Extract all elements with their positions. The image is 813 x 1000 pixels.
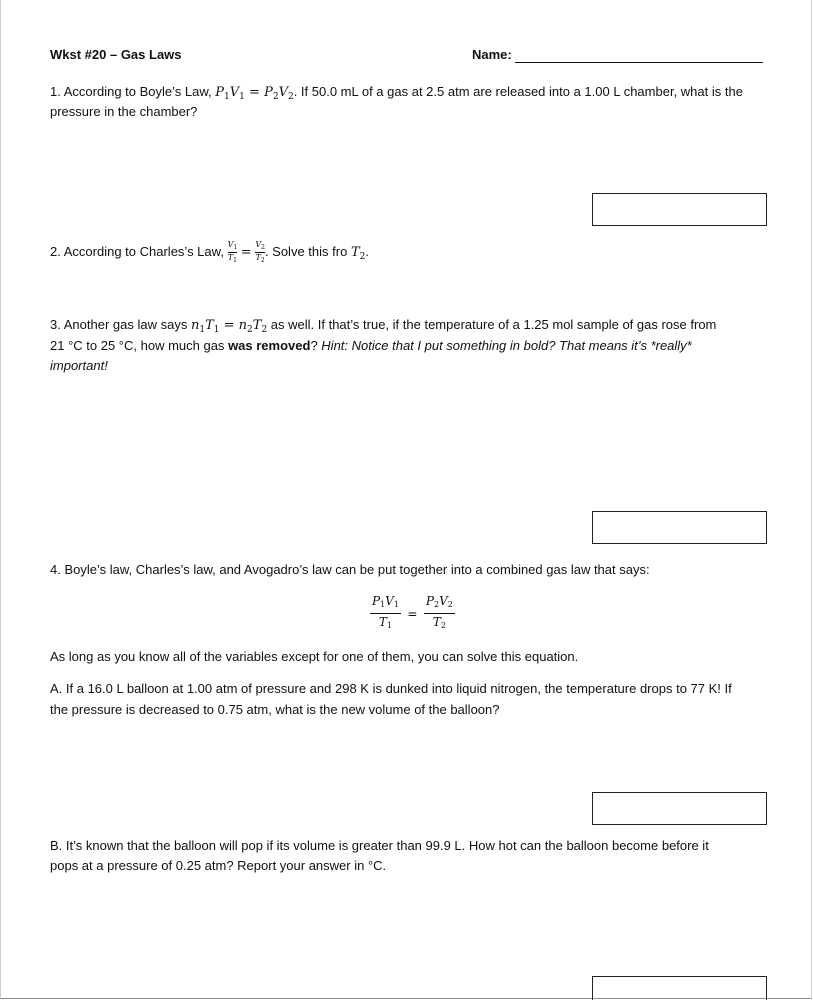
- question-2-text-b: . Solve this fro: [264, 243, 348, 259]
- question-3-number: 3.: [50, 317, 61, 332]
- name-blank-line[interactable]: [515, 62, 763, 63]
- nt-equation: $n_1T_1 = n_2T_2$: [190, 318, 268, 335]
- worksheet-title: Wkst #20 – Gas Laws: [50, 47, 182, 62]
- question-4-intro: [50, 560, 650, 580]
- question-1-text-b: . If 50.0 mL of a gas at 2.5 atm are released into a 1.00 L chamber, what is the: [293, 84, 743, 99]
- question-2-end: .: [365, 243, 369, 259]
- question-3-text-a: Another gas law says: [63, 317, 188, 332]
- name-label: Name:: [472, 47, 512, 62]
- answer-box-4b[interactable]: [592, 976, 767, 1000]
- question-2-number: 2.: [50, 243, 61, 259]
- question-1-text-a: According to Boyle’s Law,: [63, 84, 212, 99]
- solve-variable: $T_2$: [350, 244, 366, 262]
- question-1-number: 1.: [50, 84, 61, 99]
- charles-fraction-2: $\frac{V_2}{T_2}$: [255, 240, 265, 264]
- answer-box-3[interactable]: [592, 511, 767, 544]
- question-3-text-d: ?: [310, 338, 318, 353]
- part-b-line-2: pops at a pressure of 0.25 atm? Report your answer in °C.: [50, 858, 387, 873]
- part-a-line-2: the pressure is decreased to 0.75 atm, what is the new volume of the balloon?: [50, 702, 500, 717]
- part-b-line-1: B. It’s known that the balloon will pop if its volume is greater than 99.9 L. How hot can the balloon become before it: [50, 838, 709, 853]
- question-4-intro-text: Boyle’s law, Charles’s law, and Avogadro’s law can be put together into a combined gas law that says:: [64, 562, 650, 577]
- combined-gas-law-equation: [370, 593, 455, 634]
- question-3-hint-end: important!: [50, 358, 108, 373]
- boyles-law-equation: $P_1V_1 = P_2V_2$: [215, 85, 294, 102]
- combined-equals-sign: =: [407, 606, 418, 621]
- combined-right-fraction: $\frac{P_2V_2}{T_2}$: [425, 594, 453, 630]
- charles-fraction-1: $\frac{V_1}{T_1}$: [227, 240, 238, 264]
- question-1-line-2: pressure in the chamber?: [50, 104, 198, 119]
- question-3-text-c: 21 °C to 25 °C, how much gas: [50, 338, 225, 353]
- equals-sign: =: [240, 244, 252, 260]
- question-3-line-2: [50, 336, 692, 356]
- question-3-bold-text: was removed: [228, 338, 311, 353]
- question-2-line: [50, 240, 369, 267]
- question-4-note: As long as you know all of the variables except for one of them, you can solve this equation.: [50, 649, 579, 664]
- part-a-line-1: A. If a 16.0 L balloon at 1.00 atm of pressure and 298 K is dunked into liquid nitrogen, the temperature drops to 77 K! If: [50, 681, 732, 696]
- question-3-hint: Hint: Notice that I put something in bold? That means it’s *really*: [321, 338, 692, 353]
- question-4-number: 4.: [50, 562, 61, 577]
- answer-box-4a[interactable]: [592, 792, 767, 825]
- combined-left-fraction: $\frac{P_1V_1}{T_1}$: [372, 594, 399, 630]
- question-3-text-b: as well. If that’s true, if the temperature of a 1.25 mol sample of gas rose from: [270, 317, 717, 332]
- question-2-text-a: According to Charles’s Law,: [63, 243, 224, 259]
- answer-box-1[interactable]: [592, 193, 767, 226]
